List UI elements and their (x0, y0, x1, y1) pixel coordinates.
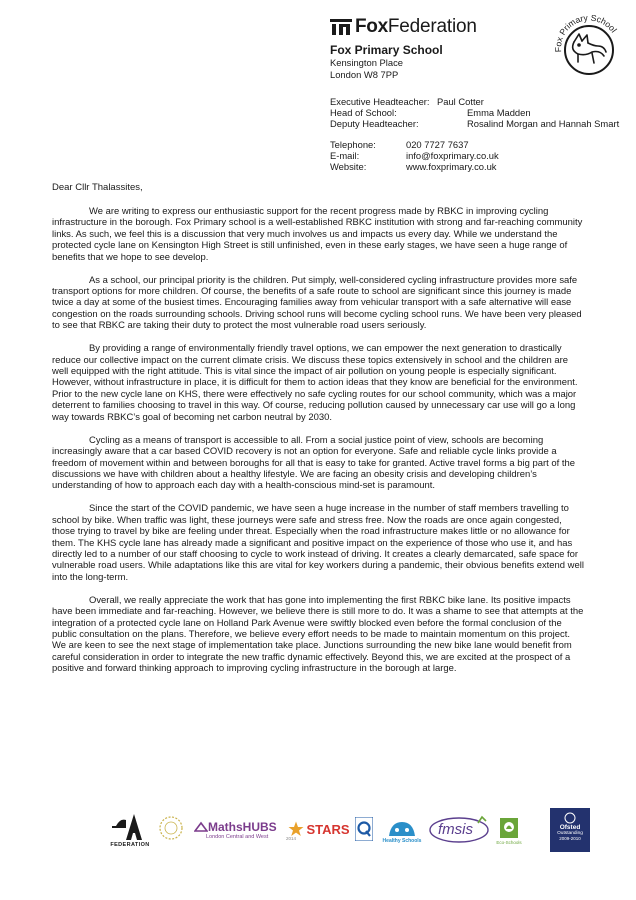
salutation: Dear Cllr Thalassites, (52, 182, 143, 193)
ofsted-text: Ofsted (559, 824, 581, 831)
ofsted-logo (550, 808, 590, 852)
federation-a-icon (112, 812, 148, 842)
maths-hubs-subtitle: London Central and West (206, 834, 269, 840)
quality-mark-icon (355, 817, 373, 841)
contact-label: Website: (330, 161, 367, 173)
stars-text: STARS (306, 821, 350, 837)
fox-icon (573, 34, 606, 63)
ofsted-rating: Outstanding (557, 831, 583, 836)
staff-name: Emma Madden (467, 107, 531, 119)
federation-name-rest: Federation (387, 16, 477, 37)
federation-logo-text: FEDERATION (110, 842, 150, 848)
eco-schools-logo (494, 812, 524, 848)
ofsted-years: 2009-2010 (559, 836, 581, 841)
website-value: www.foxprimary.co.uk (406, 161, 497, 173)
healthy-schools-icon (387, 818, 417, 838)
federation-logo (110, 808, 150, 852)
federation-mark-icon (330, 19, 352, 35)
paragraph: Cycling as a means of transport is accessible to all. From a social justice point of view, schools are becoming increasingly aware that a car based COVID recovery is not an option for everyone. Safe and reliable cycle links provide a freedom of movement within and between boroughs for all that is easy to take for granted. Active travel forms a big part of the discussions we have with children about a healthy lifestyle. We are facing an obesity crisis and developing children’s understanding of how to approach each day with a health-conscious mind-set is paramount. (52, 434, 576, 492)
contact-label: E-mail: (330, 150, 360, 162)
maths-hubs-logo (194, 816, 280, 844)
laurel-icon (156, 812, 186, 848)
paragraph: We are writing to express our enthusiastic support for the recent progress made by RBKC in improving cycling infrastructure in the borough. Fox Primary school is a well-established RBKC institution with strong and far-reaching community links. As such, we feel this is a discussion that very much involves us and impacts us every day. While we understand the protected cycle lane on Kensington High Street is still unfinished, even in these early stages, we have seen a huge range of benefits that we hope to see develop. (52, 206, 583, 263)
award-laurel-logo (156, 810, 186, 850)
email-value: info@foxprimary.co.uk (406, 150, 499, 162)
address-line-1: Kensington Place (330, 57, 403, 68)
fmsis-text: fmsis (438, 821, 473, 838)
paragraph: As a school, our principal priority is the children. Put simply, well-considered cycling infrastructure provides more safe transport options for more children. Of course, the benefits of a safe route to school are significant since this journey is made twice a day at some of the busiest times. Encouraging families away from vehicular transport with a safe alternative will ease congestion on the roads surrounding schools. Driving school runs will become cycling school runs. We have been very pleased to see that RBKC are taking their duty to protect the most vulnerable road users seriously. (52, 274, 582, 332)
staff-name: Rosalind Morgan and Hannah Smart (467, 118, 620, 130)
school-name: Fox Primary School (330, 43, 443, 57)
address-line-2: London W8 7PP (330, 68, 399, 80)
paragraph: By providing a range of environmentally friendly travel options, we can empower the next generation to drastically reduce our collective impact on the current climate crisis. We discuss these topics extensively in school and the children are well equipped with the right attitude. This is vital since the impact of air pollution on young people is especially significant. However, without infrastructure in place, it is difficult for them to action ideas that they know are beneficial for the environment. Prior to the new cycle lane on KHS, there were effectively no safe cycling routes for our school community, which was a major deterrent to families choosing to travel in this way. Of course, reducing pollution caused by unnecessary car use will go a long way towards RBKC’s goal of becoming net carbon neutral by 2030. (52, 343, 578, 423)
letter-body (52, 206, 586, 686)
logo-ring-text: Fox Primary School (552, 12, 619, 53)
school-logo (548, 6, 630, 88)
star-icon (288, 821, 304, 837)
contact-label: Telephone: (330, 139, 376, 150)
telephone-value: 020 7727 7637 (406, 139, 469, 150)
federation-name-bold: Fox (355, 16, 388, 37)
staff-label: Executive Headteacher: (330, 96, 430, 107)
staff-label: Deputy Headteacher: (330, 118, 419, 130)
eco-schools-text: Eco-Schools (496, 839, 522, 845)
paragraph: Overall, we really appreciate the work that has gone into implementing the first RBKC bike lane. Its positive impacts have been immediate and far-reaching. However, we believe there is still more to do. It was a shame to see that attempts at the integration of a protected cycle lane on Holland Park Avenue were swiftly blocked even before the formal conclusion of the public consultation on the plans. Therefore, we believe every effort needs to be made to maintain momentum on this project. We are keen to see the next stage of implementation take place. Junctions surrounding the new bike lane would benefit from careful consideration in order to integrate the new traffic dynamic effectively. Beyond this, we are excited at the prospect of a positive and forward thinking approach to improving cycling infrastructure in the borough at large. (52, 594, 584, 675)
paragraph: Since the start of the COVID pandemic, we have seen a huge increase in the number of staff members travelling to school by bike. When traffic was light, these journeys were safe and stress free. Now the roads are once again congested, those trying to travel by bike are feeling under threat. Especially when the road infrastructure makes little or no allowance for them. The KHS cycle lane has already made a significant and positive impact on the experience of those who use it, and has directly led to a number of our staff choosing to cycle to work instead of driving. It creates a clearly demarcated, safe space for vulnerable road users. While adaptations like this are vital for key workers during a pandemic, their obvious benefits extend well into the long-term. (52, 503, 584, 583)
maths-hubs-icon (194, 821, 208, 833)
maths-hubs-text: MathsHUBS (208, 820, 277, 834)
footer-logos (110, 808, 628, 852)
fmsis-logo (428, 812, 490, 846)
staff-name: Paul Cotter (437, 96, 484, 107)
staff-label: Head of School: (330, 107, 397, 119)
healthy-schools-logo (380, 814, 424, 848)
stars-year: 2014 (286, 836, 297, 841)
quality-mark-logo (354, 816, 374, 842)
federation-brand (330, 16, 477, 38)
healthy-schools-text: Healthy Schools (382, 838, 422, 844)
stars-logo (284, 814, 354, 844)
school-address (330, 44, 443, 80)
eco-schools-flag-icon (498, 816, 520, 840)
